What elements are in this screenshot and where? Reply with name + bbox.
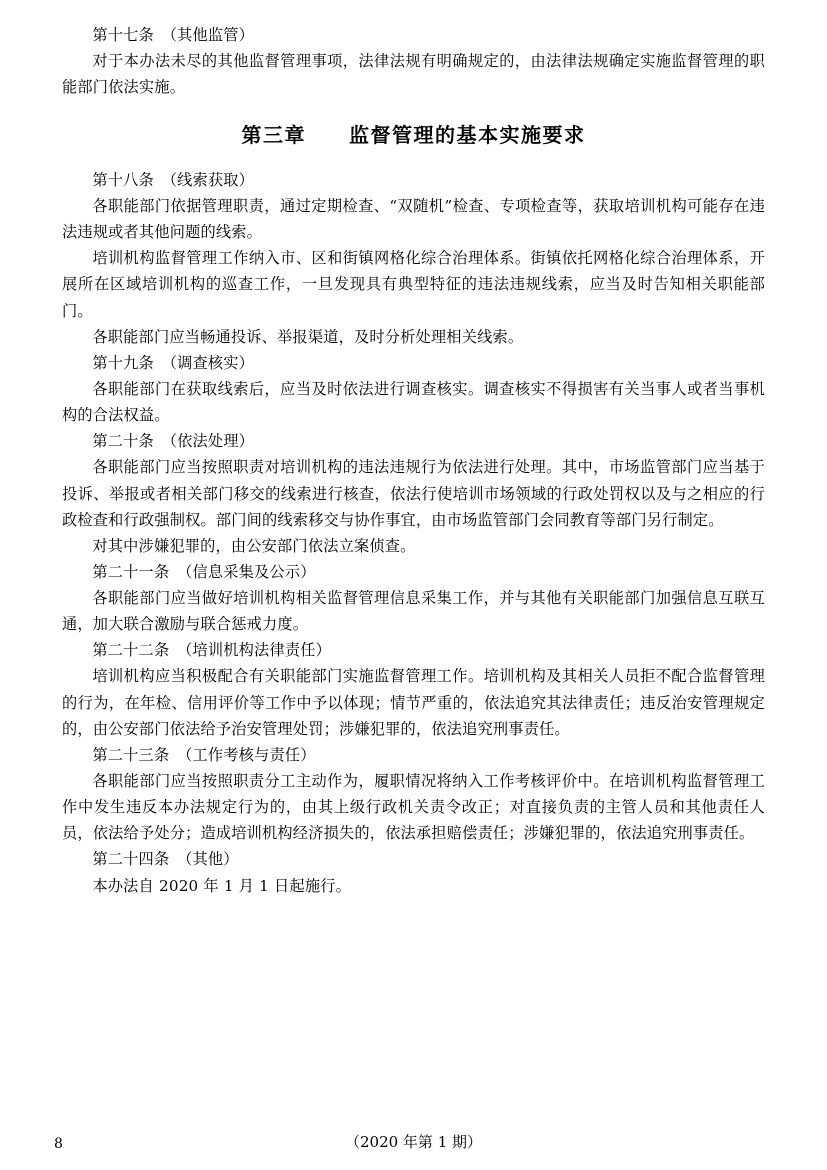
paragraph-18-3: 各职能部门应当畅通投诉、举报渠道，及时分析处理相关线索。 — [92, 327, 524, 346]
paragraph-21-1: 各职能部门应当做好培训机构相关监督管理信息采集工作，并与其他有关职能部门加强信息互联互通，加大联合激励与联合惩戒力度。 — [62, 589, 765, 634]
article-heading-24: 第二十四条 （其他） — [92, 850, 239, 869]
article-heading-20: 第二十条 （依法处理） — [92, 432, 255, 451]
paragraph-24-1: 本办法自 2020 年 1 月 1 日起施行。 — [92, 876, 351, 895]
article-heading-21: 第二十一条 （信息采集及公示） — [92, 562, 316, 581]
paragraph-22-1: 培训机构应当积极配合有关职能部门实施监督管理工作。培训机构及其相关人员拒不配合监督管理的行为，在年检、信用评价等工作中予以体现；情节严重的，依法追究其法律责任；违反治安管理规定的，由公安部门依法给予治安管理处罚；涉嫌犯罪的，依法追究刑事责任。 — [62, 667, 765, 738]
article-heading-23: 第二十三条 （工作考核与责任） — [92, 745, 316, 764]
paragraph-23-1: 各职能部门应当按照职责分工主动作为，履职情况将纳入工作考核评价中。在培训机构监督管理工作中发生违反本办法规定行为的，由其上级行政机关责令改正；对直接负责的主管人员和其他责任人员，依法给予处分；造成培训机构经济损失的，依法承担赔偿责任；涉嫌犯罪的，依法追究刑事责任。 — [62, 772, 765, 843]
paragraph-19-1: 各职能部门在获取线索后，应当及时依法进行调查核实。调查核实不得损害有关当事人或者当事机构的合法权益。 — [62, 379, 765, 425]
paragraph-18-2: 培训机构监督管理工作纳入市、区和街镇网格化综合治理体系。街镇依托网格化综合治理体系，开展所在区域培训机构的巡查工作，一旦发现具有典型特征的违法违规线索，应当及时告知相关职能部门。 — [62, 249, 765, 320]
article-heading-17: 第十七条 （其他监管） — [92, 26, 255, 44]
article-heading-19: 第十九条 （调查核实） — [92, 353, 255, 372]
chapter-title-3: 第三章 监督管理的基本实施要求 — [241, 123, 586, 148]
article-heading-18: 第十八条 （线索获取） — [92, 170, 255, 189]
page-footer — [0, 1130, 827, 1152]
page-number: 8 — [54, 1136, 63, 1152]
footer-issue-label: （2020 年第 1 期） — [344, 1133, 483, 1151]
paragraph-18-1: 各职能部门依据管理职责，通过定期检查、“双随机”检查、专项检查等，获取培训机构可能存在违法违规或者其他问题的线索。 — [62, 196, 765, 242]
paragraph-20-2: 对其中涉嫌犯罪的，由公安部门依法立案侦查。 — [92, 536, 416, 555]
article-heading-22: 第二十二条 （培训机构法律责任） — [92, 641, 331, 660]
paragraph-20-1: 各职能部门应当按照职责对培训机构的违法违规行为依法进行处理。其中，市场监管部门应当基于投诉、举报或者相关部门移交的线索进行核查，依法行使培训市场领域的行政处罚权以及与之相应的行政检查和行政强制权。部门间的线索移交与协作事宜，由市场监管部门会同教育等部门另行制定。 — [62, 458, 765, 529]
paragraph-17-1: 对于本办法未尽的其他监督管理事项，法律法规有明确规定的，由法律法规确定实施监督管理的职能部门依法实施。 — [62, 52, 765, 97]
document-body — [62, 22, 765, 899]
